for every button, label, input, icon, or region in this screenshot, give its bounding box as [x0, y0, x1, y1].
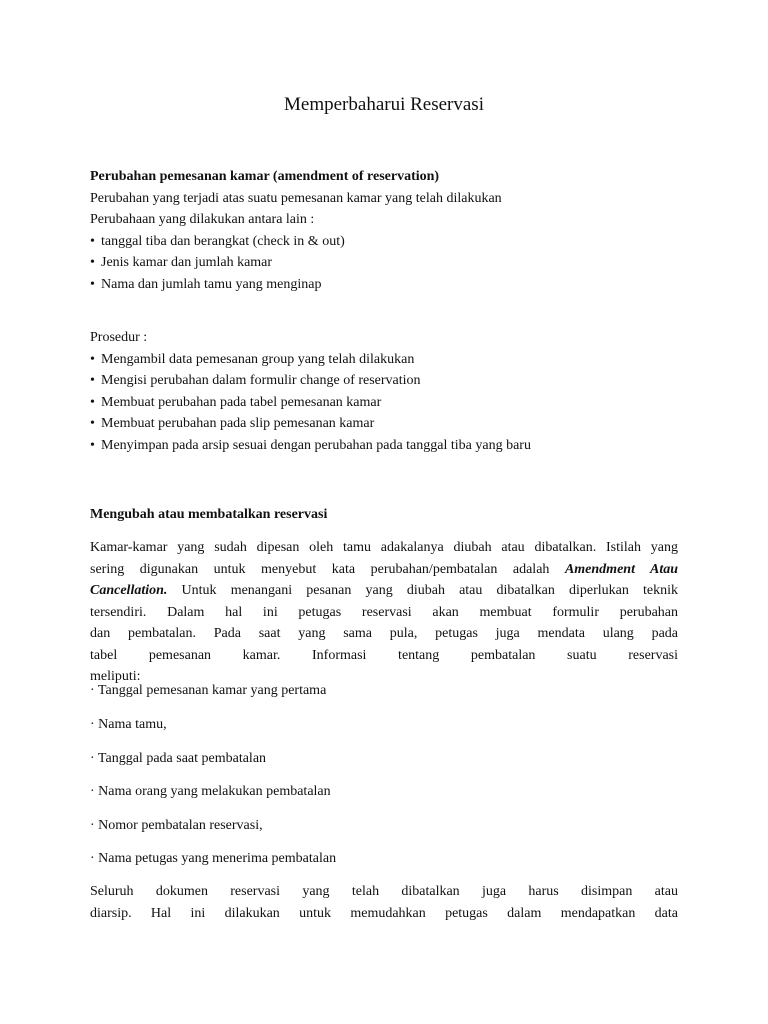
list-item-text: Mengambil data pemesanan group yang telah dilakukan [101, 351, 415, 367]
list-item [90, 781, 678, 803]
list-item [90, 413, 678, 435]
list-item [90, 848, 678, 870]
list-item-text: Nomor pembatalan reservasi, [98, 818, 263, 833]
list-item-text: Jenis kamar dan jumlah kamar [101, 255, 273, 270]
list-item [90, 392, 678, 414]
list-item [90, 815, 678, 837]
dot-icon: · [90, 818, 95, 833]
paragraph-line [90, 580, 678, 602]
paragraph-line-text: Untuk menangani pesanan yang diubah atau dibatalkan diperlukan teknik [181, 583, 678, 598]
list-item-text: Nama dan jumlah tamu yang menginap [101, 276, 322, 292]
list-item [90, 349, 678, 371]
paragraph-line: diarsip. Hal ini dilakukan untuk memudahkan petugas dalam mendapatkan data [90, 905, 678, 921]
bullet-icon: • [90, 373, 95, 388]
paragraph-line: tabel pemesanan kamar. Informasi tentang pembatalan suatu reservasi [90, 647, 678, 663]
paragraph-line: tersendiri. Dalam hal ini petugas reservasi akan membuat formulir perubahan [90, 604, 678, 620]
section-cancellation [90, 504, 678, 526]
paragraph-line: dan pembatalan. Pada saat yang sama pula, petugas juga mendata ulang pada [90, 626, 678, 641]
list-item-text: Nama tamu, [98, 717, 167, 732]
list-item [90, 714, 678, 736]
section-amendment [90, 166, 678, 295]
list-item [90, 274, 678, 296]
list-item [90, 231, 678, 253]
list-item-text: Nama petugas yang menerima pembatalan [98, 851, 337, 866]
bullet-icon: • [90, 276, 95, 292]
list-item-text: Nama orang yang melakukan pembatalan [98, 784, 331, 799]
list-item-text: Mengisi perubahan dalam formulir change of reservation [101, 373, 421, 388]
paragraph-line: Kamar-kamar yang sudah dipesan oleh tamu adakalanya diubah atau dibatalkan. Istilah yang [90, 540, 678, 555]
paragraph-line: Seluruh dokumen reservasi yang telah dibatalkan juga harus disimpan atau [90, 884, 678, 899]
list-item-text: Membuat perubahan pada slip pemesanan kamar [101, 416, 375, 431]
list-item [90, 748, 678, 770]
list-item-text: Tanggal pemesanan kamar yang pertama [97, 683, 327, 698]
bullet-icon: • [90, 255, 95, 270]
paragraph-line: meliputi: [90, 669, 141, 684]
dot-icon: · [90, 751, 95, 766]
bullet-icon: • [90, 351, 95, 367]
emphasis-text: Cancellation. [90, 583, 168, 598]
bullet-icon: • [90, 233, 95, 249]
section-procedure [90, 327, 678, 456]
bullet-icon: • [90, 416, 95, 431]
cancellation-paragraph [90, 537, 678, 688]
section-heading-cancellation: Mengubah atau membatalkan reservasi [90, 507, 328, 522]
amendment-bullet-list [90, 231, 678, 296]
paragraph-line [90, 559, 678, 581]
list-item [90, 370, 678, 392]
list-item [90, 680, 678, 702]
dot-icon: · [90, 683, 95, 698]
section-heading-amendment: Perubahan pemesanan kamar (amendment of reservation) [90, 169, 440, 184]
emphasis-text: Amendment Atau [564, 561, 678, 577]
closing-paragraph [90, 881, 678, 924]
list-item-text: Tanggal pada saat pembatalan [97, 751, 267, 766]
bullet-icon: • [90, 394, 95, 410]
dot-icon: · [90, 851, 95, 866]
list-item-text: Menyimpan pada arsip sesuai dengan perubahan pada tanggal tiba yang baru [101, 437, 531, 453]
page-title: Memperbaharui Reservasi [284, 94, 484, 115]
dot-icon: · [90, 717, 95, 732]
list-item [90, 252, 678, 274]
list-item-text: Membuat perubahan pada tabel pemesanan kamar [101, 394, 382, 410]
section-text-line: Perubahaan yang dilakukan antara lain : [90, 212, 315, 227]
paragraph-line-text: sering digunakan untuk menyebut kata perubahan/pembatalan adalah [90, 561, 550, 577]
bullet-icon: • [90, 437, 95, 453]
procedure-bullet-list [90, 349, 678, 457]
dot-icon: · [90, 784, 95, 799]
procedure-label: Prosedur : [90, 330, 148, 345]
list-item [90, 435, 678, 457]
list-item-text: tanggal tiba dan berangkat (check in & out) [101, 233, 345, 249]
section-text-line: Perubahan yang terjadi atas suatu pemesanan kamar yang telah dilakukan [90, 190, 502, 206]
